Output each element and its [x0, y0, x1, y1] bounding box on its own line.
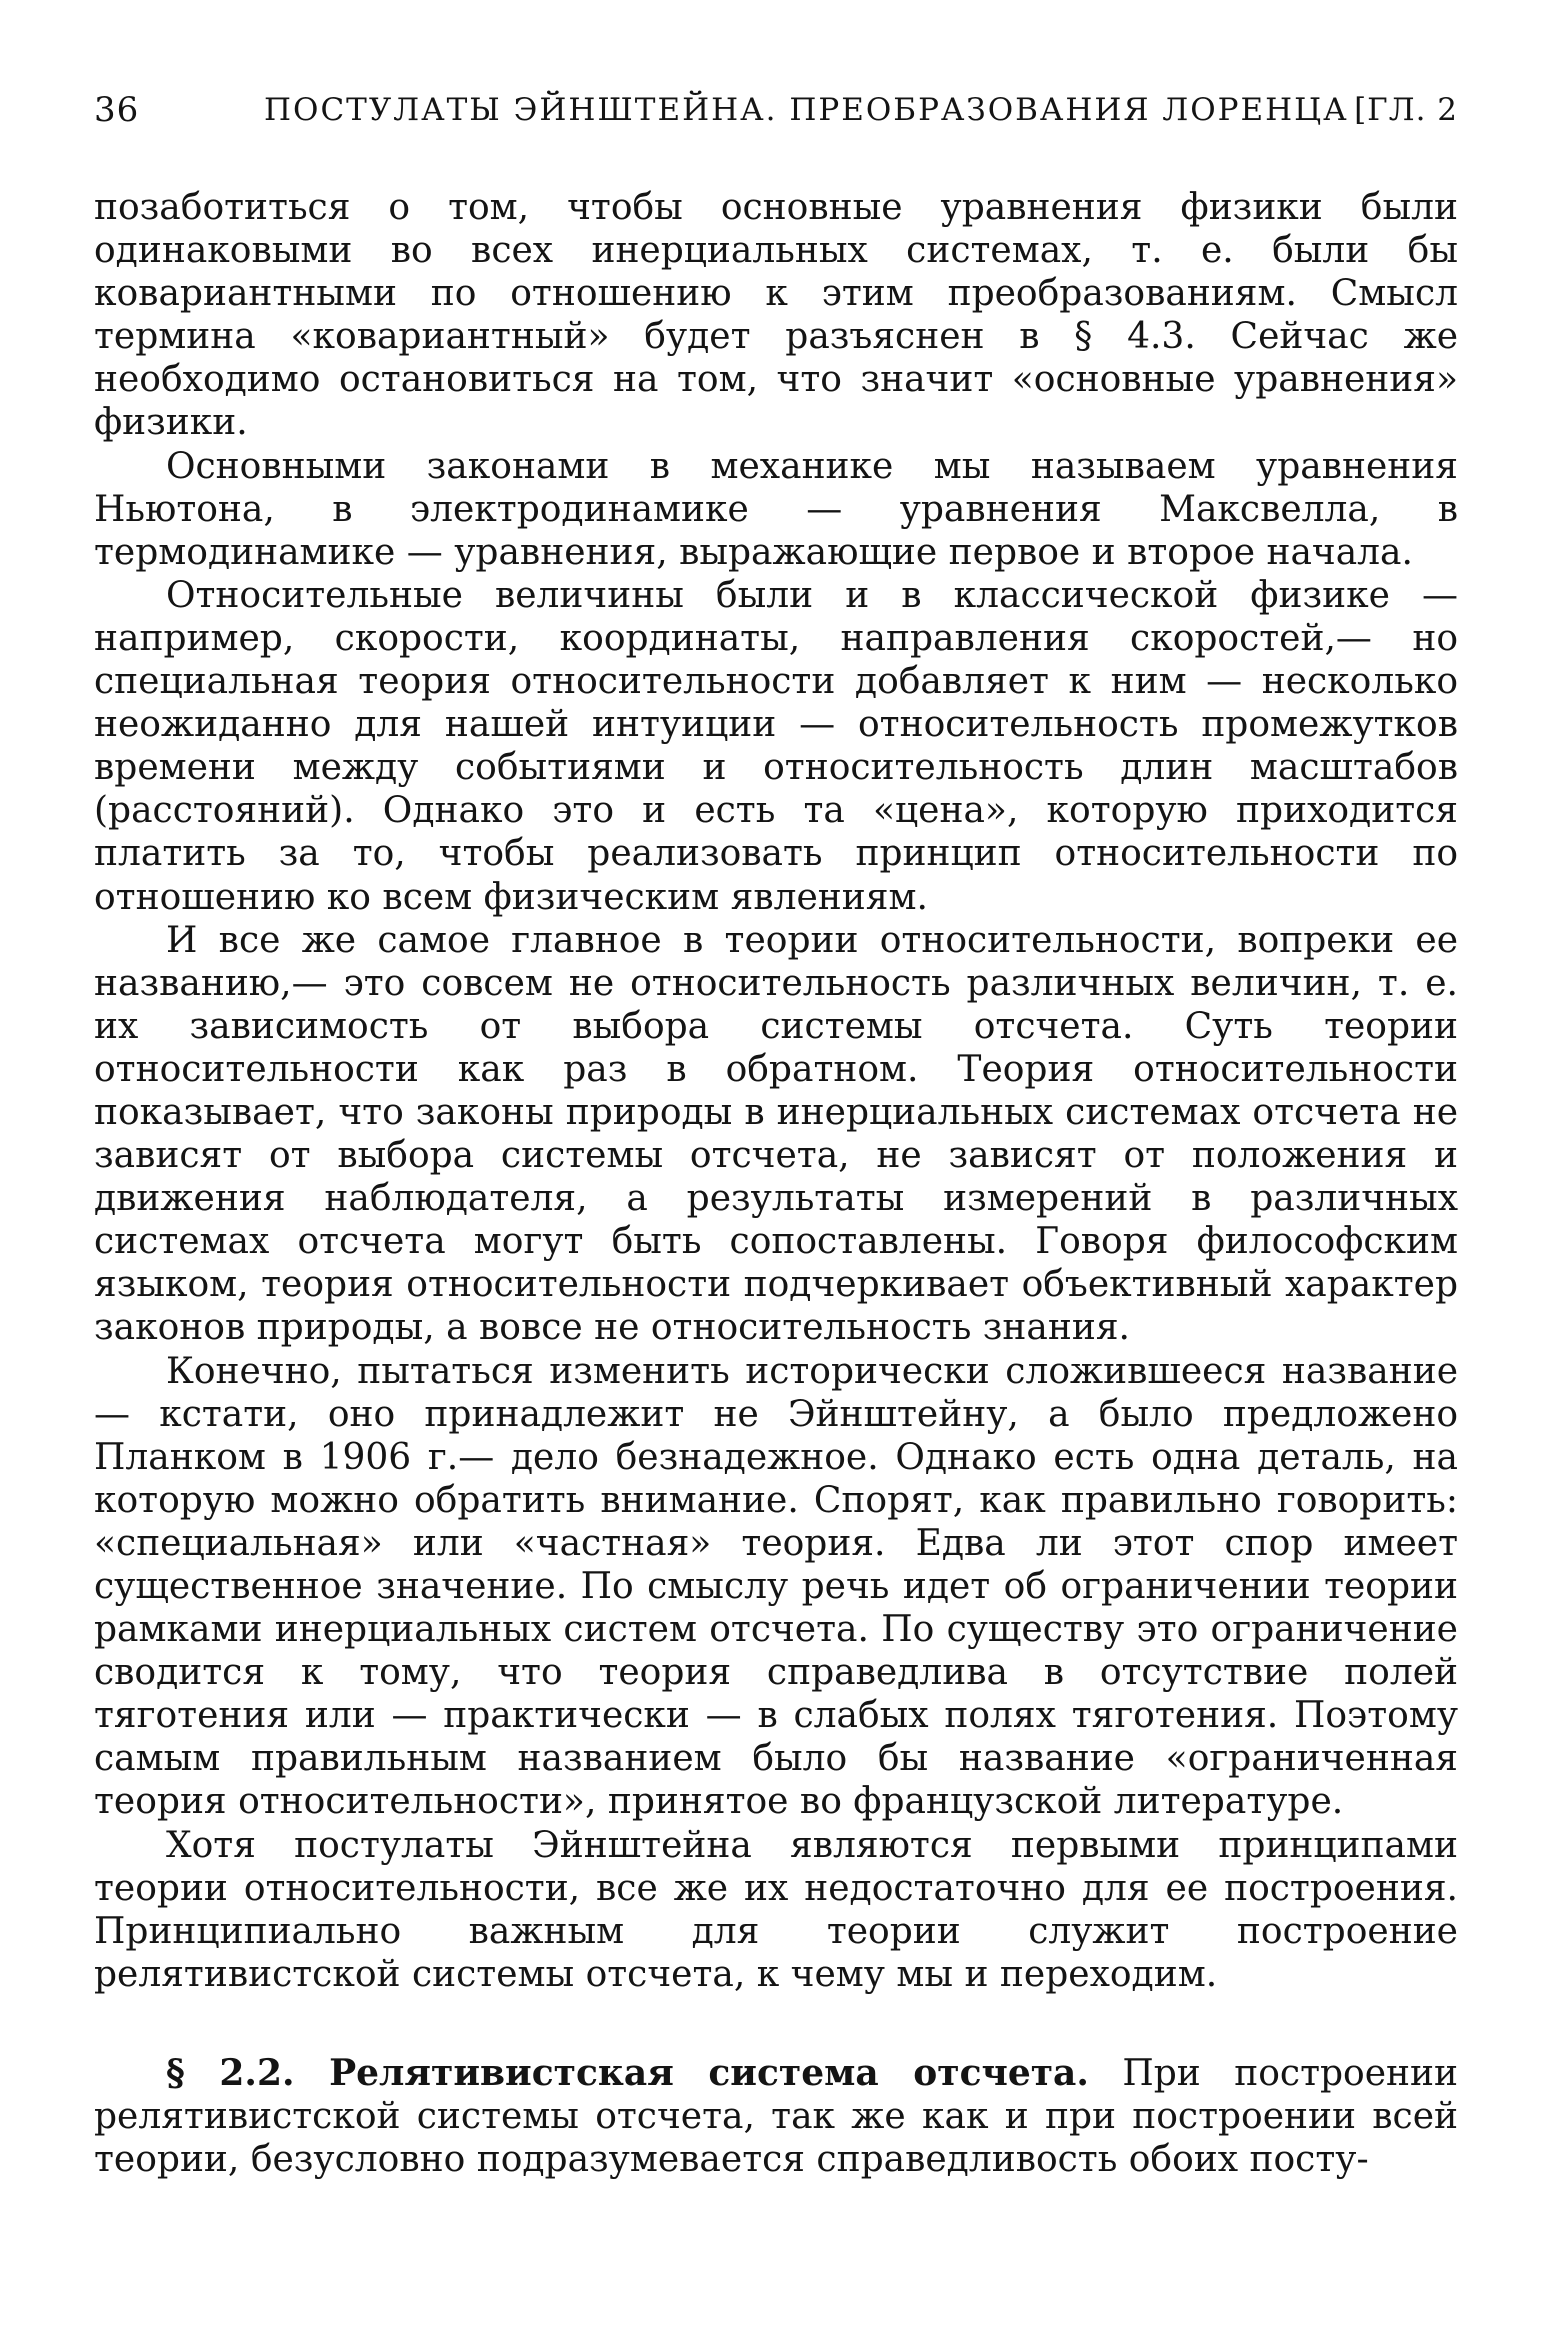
page-header [94, 90, 1458, 138]
page-number: 36 [94, 90, 140, 130]
paragraph: И все же самое главное в теории относительности, вопреки ее названию,— это совсем не относительность различных величин, т. е. их зависимость от выбора системы отсчета. Суть теории относительности как раз в обратном. Теория относительности показывает, что законы природы в инерциальных системах отсчета не зависят от выбора системы отсчета, не зависят от положения и движения наблюдателя, а результаты измерений в различных системах отсчета могут быть сопоставлены. Говоря философским языком, теория относительности подчеркивает объективный характер законов природы, а вовсе не относительность знания. [94, 919, 1458, 1349]
paragraph: Относительные величины были и в классической физике — например, скорости, координаты, направления скоростей,— но специальная теория относительности добавляет к ним — несколько неожиданно для нашей интуиции — относительность промежутков времени между событиями и относительность длин масштабов (расстояний). Однако это и есть та «цена», которую приходится платить за то, чтобы реализовать принцип относительности по отношению ко всем физическим явлениям. [94, 574, 1458, 918]
paragraph: Основными законами в механике мы называем уравнения Ньютона, в электродинамике — уравнения Максвелла, в термодинамике — уравнения, выражающие первое и второе начала. [94, 445, 1458, 573]
paragraph: позаботиться о том, чтобы основные уравнения физики были одинаковыми во всех инерциальных системах, т. е. были бы ковариантными по отношению к этим преобразованиям. Смысл термина «ковариантный» будет разъяснен в § 4.3. Сейчас же необходимо остановиться на том, что значит «основные уравнения» физики. [94, 187, 1458, 444]
body-text [94, 186, 1458, 2181]
section-paragraph [94, 2052, 1458, 2181]
section-heading: § 2.2. Релятивистская система отсчета. [166, 2051, 1089, 2094]
running-title: ПОСТУЛАТЫ ЭЙНШТЕЙНА. ПРЕОБРАЗОВАНИЯ ЛОРЕНЦА [264, 92, 1349, 128]
paragraph: Конечно, пытаться изменить исторически сложившееся название — кстати, оно принадлежит не Эйнштейну, а было предложено Планком в 1906 г.— дело безнадежное. Однако есть одна деталь, на которую можно обратить внимание. Спорят, как правильно говорить: «специальная» или «частная» теория. Едва ли этот спор имеет существенное значение. По смыслу речь идет об ограничении теории рамками инерциальных систем отсчета. По существу это ограничение сводится к тому, что теория справедлива в отсутствие полей тяготения или — практически — в слабых полях тяготения. Поэтому самым правильным названием было бы название «ограниченная теория относительности», принятое во французской литературе. [94, 1350, 1458, 1823]
chapter-marker: [ГЛ. 2 [1354, 92, 1458, 128]
paragraph: Хотя постулаты Эйнштейна являются первыми принципами теории относительности, все же их недостаточно для ее построения. Принципиально важным для теории служит построение релятивистской системы отсчета, к чему мы и переходим. [94, 1824, 1458, 1995]
section-text: При построении релятивистской системы отсчета, так же как и при построении всей теории, безусловно подразумевается справедливость обоих посту- [94, 2052, 1458, 2181]
